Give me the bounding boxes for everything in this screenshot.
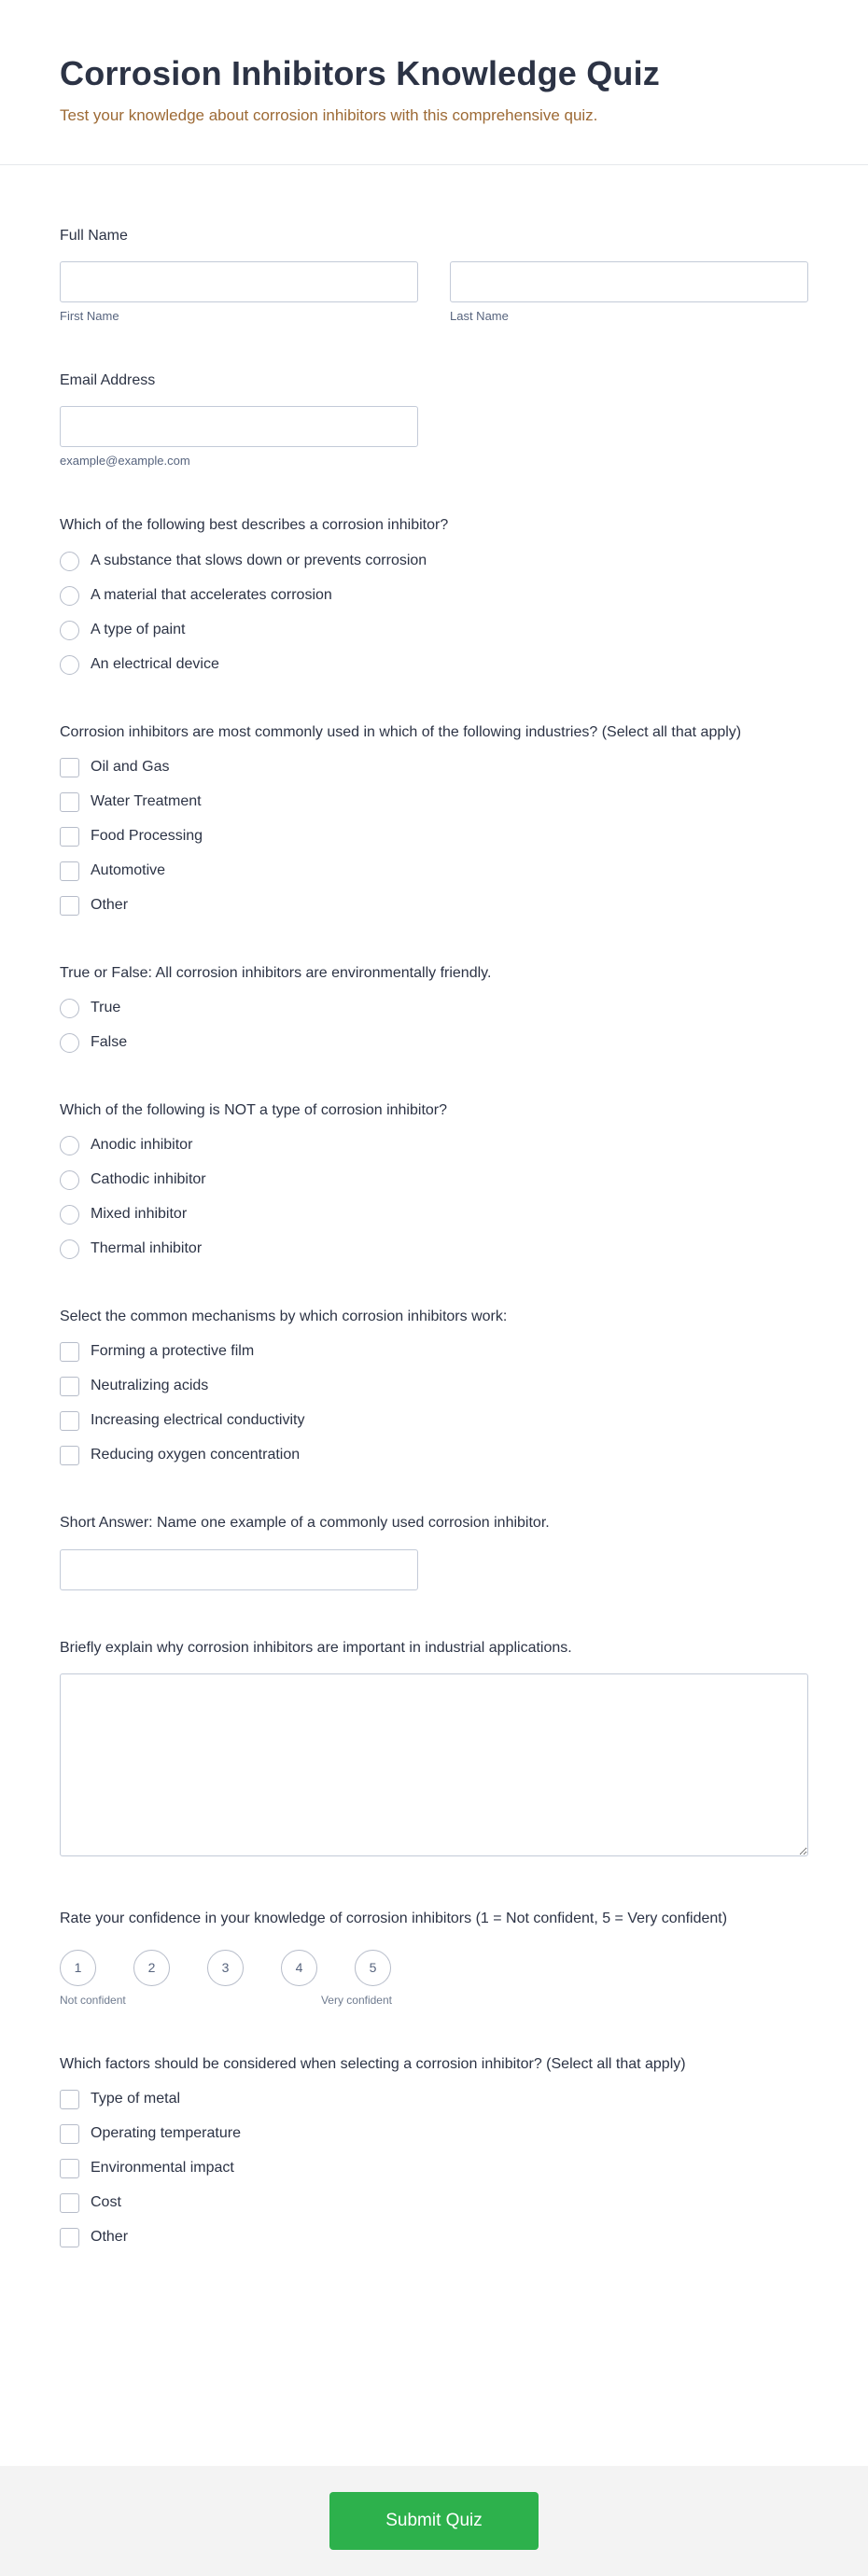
checkbox-option[interactable]: [60, 1377, 808, 1396]
option-label: Increasing electrical conductivity: [91, 1412, 305, 1429]
radio-icon[interactable]: [60, 1239, 79, 1259]
long-answer-field: [60, 1637, 808, 1861]
question-industries: [60, 721, 808, 916]
checkbox-option[interactable]: [60, 2228, 808, 2247]
checkbox-icon[interactable]: [60, 827, 79, 847]
option-label: Reducing oxygen concentration: [91, 1447, 301, 1463]
radio-icon[interactable]: [60, 1205, 79, 1225]
option-label: Automotive: [91, 861, 166, 878]
confidence-scale-field: [60, 1908, 808, 2007]
scale-option-1[interactable]: 1: [60, 1950, 96, 1986]
option-label: A material that accelerates corrosion: [91, 586, 332, 603]
scale-option-3[interactable]: 3: [207, 1950, 244, 1986]
option-label: A substance that slows down or prevents corrosion: [91, 552, 427, 568]
scale-option-5[interactable]: 5: [355, 1950, 391, 1986]
checkbox-option[interactable]: [60, 2090, 808, 2109]
option-label: Cost: [91, 2194, 121, 2211]
option-label: Water Treatment: [91, 792, 202, 809]
checkbox-group: [60, 758, 808, 916]
option-label: Other: [91, 2229, 129, 2246]
option-label: Environmental impact: [91, 2160, 234, 2177]
checkbox-icon[interactable]: [60, 1377, 79, 1396]
email-sublabel: example@example.com: [60, 454, 190, 469]
radio-icon[interactable]: [60, 621, 79, 640]
form-body: [0, 165, 868, 2322]
checkbox-option[interactable]: [60, 2159, 808, 2178]
question-label: Which factors should be considered when selecting a corrosion inhibitor? (Select all that apply): [60, 2055, 686, 2072]
radio-icon[interactable]: [60, 1136, 79, 1155]
option-label: Cathodic inhibitor: [91, 1171, 206, 1188]
checkbox-icon[interactable]: [60, 2159, 79, 2178]
checkbox-icon[interactable]: [60, 2090, 79, 2109]
radio-icon[interactable]: [60, 999, 79, 1018]
option-label: A type of paint: [91, 621, 186, 637]
option-label: Forming a protective film: [91, 1343, 255, 1360]
option-label: Operating temperature: [91, 2125, 241, 2142]
form-header: [0, 0, 868, 165]
scale-options: [60, 1950, 392, 1986]
email-label: Email Address: [60, 372, 156, 389]
radio-option[interactable]: [60, 1033, 808, 1053]
checkbox-option[interactable]: [60, 1446, 808, 1465]
option-label: Food Processing: [91, 827, 203, 844]
option-label: True: [91, 1000, 121, 1016]
checkbox-icon[interactable]: [60, 2228, 79, 2247]
option-label: Other: [91, 896, 129, 913]
option-label: Thermal inhibitor: [91, 1240, 203, 1257]
checkbox-icon[interactable]: [60, 896, 79, 916]
scale-edge-labels: [60, 1994, 392, 2007]
option-label: Oil and Gas: [91, 758, 170, 775]
checkbox-group: [60, 1342, 808, 1465]
radio-option[interactable]: [60, 586, 808, 606]
scale-option-4[interactable]: 4: [281, 1950, 317, 1986]
option-label: An electrical device: [91, 655, 219, 672]
checkbox-option[interactable]: [60, 1411, 808, 1431]
question-true-false: [60, 962, 808, 1053]
full-name-field: [60, 225, 808, 323]
radio-option[interactable]: [60, 621, 808, 640]
checkbox-icon[interactable]: [60, 1446, 79, 1465]
radio-icon[interactable]: [60, 1033, 79, 1053]
question-label: Which of the following is NOT a type of corrosion inhibitor?: [60, 1101, 448, 1118]
checkbox-option[interactable]: [60, 2193, 808, 2213]
form-footer: [0, 2466, 868, 2576]
question-not-a-type: [60, 1099, 808, 1259]
last-name-input[interactable]: [450, 261, 808, 302]
checkbox-group: [60, 2090, 808, 2247]
checkbox-icon[interactable]: [60, 2193, 79, 2213]
long-answer-textarea[interactable]: [60, 1673, 808, 1856]
radio-icon[interactable]: [60, 655, 79, 675]
submit-button[interactable]: Submit Quiz: [329, 2492, 539, 2550]
long-answer-label: Briefly explain why corrosion inhibitors are important in industrial applications.: [60, 1639, 572, 1656]
checkbox-option[interactable]: [60, 1342, 808, 1362]
checkbox-icon[interactable]: [60, 792, 79, 812]
radio-option[interactable]: [60, 655, 808, 675]
question-label: True or False: All corrosion inhibitors are environmentally friendly.: [60, 964, 492, 981]
first-name-input[interactable]: [60, 261, 418, 302]
checkbox-icon[interactable]: [60, 1411, 79, 1431]
radio-option[interactable]: [60, 1239, 808, 1259]
checkbox-option[interactable]: [60, 2124, 808, 2144]
scale-option-2[interactable]: 2: [133, 1950, 170, 1986]
radio-option[interactable]: [60, 999, 808, 1018]
scale-label: Rate your confidence in your knowledge of corrosion inhibitors (1 = Not confident, 5 = Very confident): [60, 1910, 728, 1926]
option-label: Anodic inhibitor: [91, 1137, 193, 1154]
scale-left-label: Not confident: [60, 1993, 126, 2007]
checkbox-option[interactable]: [60, 827, 808, 847]
checkbox-icon[interactable]: [60, 1342, 79, 1362]
short-answer-input[interactable]: [60, 1549, 418, 1590]
checkbox-option[interactable]: [60, 861, 808, 881]
radio-option[interactable]: [60, 1170, 808, 1190]
option-label: Neutralizing acids: [91, 1378, 209, 1394]
question-factors: [60, 2053, 808, 2247]
first-name-sublabel: First Name: [60, 309, 119, 324]
radio-icon[interactable]: [60, 552, 79, 571]
scale-right-label: Very confident: [320, 1993, 392, 2007]
radio-group: [60, 1136, 808, 1259]
checkbox-option[interactable]: [60, 758, 808, 777]
question-mechanisms: [60, 1306, 808, 1465]
last-name-sublabel: Last Name: [450, 309, 509, 324]
option-label: Type of metal: [91, 2091, 181, 2107]
email-input[interactable]: [60, 406, 418, 447]
radio-option[interactable]: [60, 552, 808, 571]
question-label: Which of the following best describes a corrosion inhibitor?: [60, 517, 449, 534]
radio-group: [60, 999, 808, 1053]
checkbox-icon[interactable]: [60, 2124, 79, 2144]
radio-group: [60, 552, 808, 675]
short-answer-field: [60, 1512, 808, 1589]
checkbox-icon[interactable]: [60, 758, 79, 777]
checkbox-icon[interactable]: [60, 861, 79, 881]
full-name-label: Full Name: [60, 228, 128, 244]
short-answer-label: Short Answer: Name one example of a commonly used corrosion inhibitor.: [60, 1515, 550, 1532]
radio-option[interactable]: [60, 1205, 808, 1225]
option-label: False: [91, 1034, 128, 1051]
question-label: Corrosion inhibitors are most commonly used in which of the following industries? (Select all that apply): [60, 723, 742, 740]
radio-icon[interactable]: [60, 586, 79, 606]
question-describes-inhibitor: [60, 514, 808, 674]
question-label: Select the common mechanisms by which corrosion inhibitors work:: [60, 1309, 508, 1325]
form-subtitle: Test your knowledge about corrosion inhibitors with this comprehensive quiz.: [60, 106, 598, 124]
email-field: [60, 370, 808, 468]
radio-option[interactable]: [60, 1136, 808, 1155]
radio-icon[interactable]: [60, 1170, 79, 1190]
form-title: Corrosion Inhibitors Knowledge Quiz: [60, 54, 660, 92]
option-label: Mixed inhibitor: [91, 1206, 188, 1223]
checkbox-option[interactable]: [60, 896, 808, 916]
checkbox-option[interactable]: [60, 792, 808, 812]
